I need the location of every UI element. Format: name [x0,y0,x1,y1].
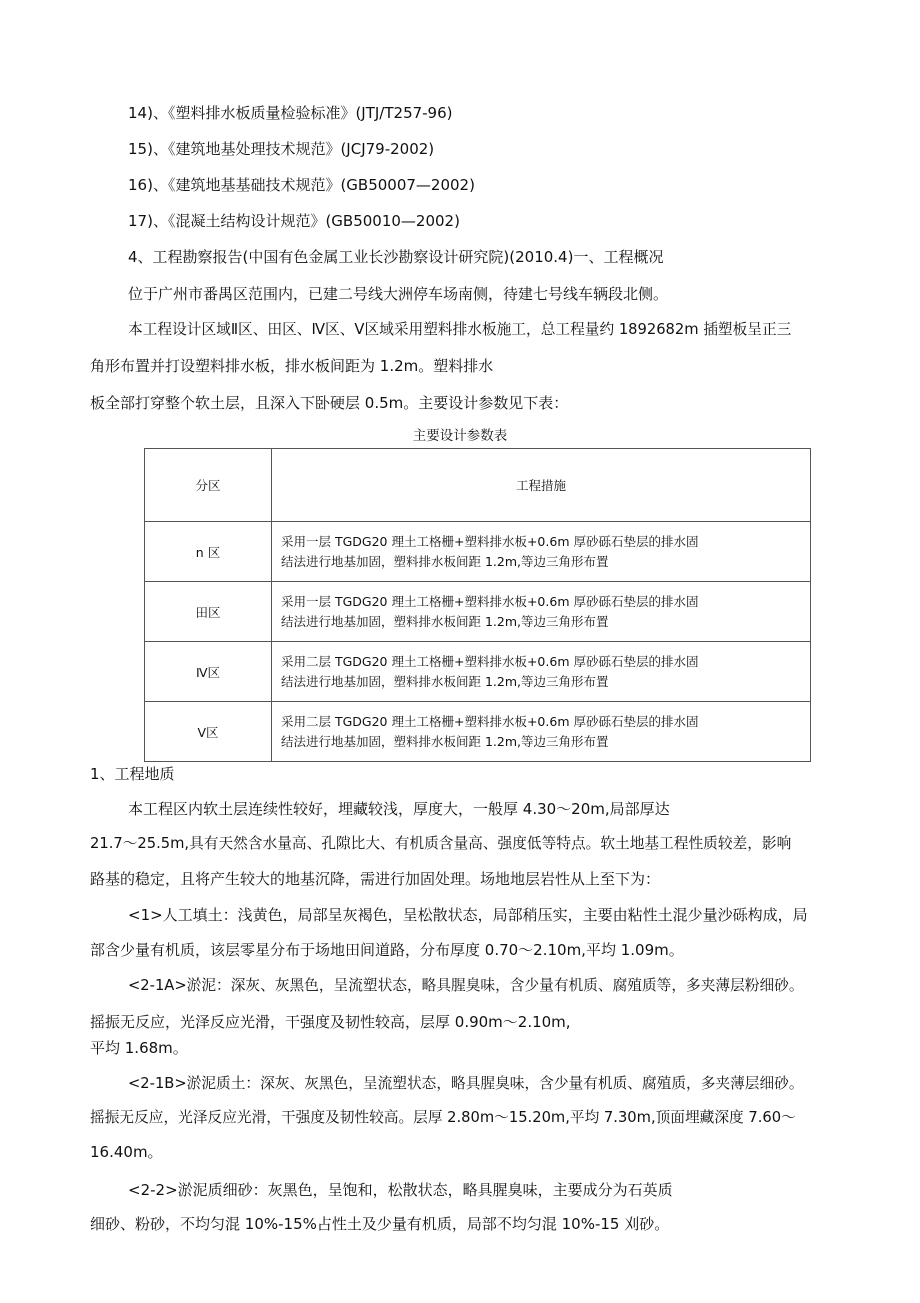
measure-text: 结法进行地基加固，塑料排水板间距 1.2m,等边三角形布置 [281,733,609,749]
geology-paragraph-line: 摇振无反应，光泽反应光滑，干强度及韧性较高。层厚 2.80m～15.20m,平均 7.30m,顶面埋藏深度 7.60～ [90,1109,796,1126]
survey-report-line: 4、工程勘察报告(中国有色金属工业长沙勘察设计研究院)(2010.4)一、工程概况 [128,248,664,266]
section-heading: 1、工程地质 [90,765,175,783]
geology-paragraph-line: 细砂、粉砂，不均匀混 10%-15%占性土及少量有机质，局部不均匀混 10%-15 刈砂。 [90,1215,670,1233]
measure-text: 采用一层 TGDG20 理土工格栅+塑料排水板+0.6m 厚砂砾石垫层的排水固 [281,533,699,549]
reference-item: 14)、《塑料排水板质量检验标准》(JTJ/T257-96) [128,104,453,122]
reference-item: 17)、《混凝土结构设计规范》(GB50010—2002) [128,212,460,230]
zone-cell: Ⅴ区 [145,702,272,762]
measure-cell [272,522,811,582]
zone-cell: 田区 [145,582,272,642]
geology-paragraph-line: 摇振无反应，光泽反应光滑，干强度及韧性较高，层厚 0.90m～2.10m, [90,1013,571,1031]
header-measure: 工程措施 [272,449,811,522]
design-paragraph-line: 板全部打穿整个软土层，且深入下卧硬层 0.5m。主要设计参数见下表： [90,394,569,412]
geology-paragraph-line: 平均 1.68m。 [90,1039,188,1057]
table-header-row [145,449,811,522]
geology-paragraph-line: <1>人工填土：浅黄色，局部呈灰褐色，呈松散状态，局部稍压实，主要由粘性土混少量沙砾构成，局 [128,906,808,924]
measure-text: 结法进行地基加固，塑料排水板间距 1.2m,等边三角形布置 [281,553,609,569]
geology-paragraph-line: <2-1A>淤泥：深灰、灰黑色，呈流塑状态，略具腥臭味，含少量有机质、腐殖质等，多夹薄层粉细砂。 [128,977,804,994]
design-parameters-table [144,448,811,762]
measure-cell [272,642,811,702]
geology-paragraph-line: 路基的稳定，且将产生较大的地基沉降，需进行加固处理。场地地层岩性从上至下为： [90,870,661,888]
geology-paragraph-line: 21.7～25.5m,具有天然含水量高、孔隙比大、有机质含量高、强度低等特点。软土地基工程性质较差，影响 [90,835,792,852]
geology-paragraph-line: 本工程区内软土层连续性较好，埋藏较浅，厚度大，一般厚 4.30～20m,局部厚达 [128,800,670,818]
table-row [145,522,811,582]
location-line: 位于广州市番禺区范围内，已建二号线大洲停车场南侧，待建七号线车辆段北侧。 [128,285,669,303]
measure-text: 采用二层 TGDG20 理土工格栅+塑料排水板+0.6m 厚砂砾石垫层的排水固 [281,713,699,729]
geology-paragraph-line: <2-1B>淤泥质土：深灰、灰黑色，呈流塑状态，略具腥臭味，含少量有机质、腐殖质，多夹薄层细砂。 [128,1075,804,1092]
table-row [145,642,811,702]
zone-cell: n 区 [145,522,272,582]
measure-text: 结法进行地基加固，塑料排水板间距 1.2m,等边三角形布置 [281,673,609,689]
table-caption: 主要设计参数表 [412,428,508,444]
measure-cell [272,582,811,642]
geology-paragraph-line: <2-2>淤泥质细砂：灰黑色，呈饱和，松散状态，略具腥臭味，主要成分为石英质 [128,1181,673,1199]
table-row [145,582,811,642]
measure-text: 采用二层 TGDG20 理土工格栅+塑料排水板+0.6m 厚砂砾石垫层的排水固 [281,653,699,669]
reference-item: 15)、《建筑地基处理技术规范》(JCJ79-2002) [128,140,435,158]
reference-item: 16)、《建筑地基基础技术规范》(GB50007—2002) [128,176,475,194]
geology-paragraph-line: 部含少量有机质，该层零星分布于场地田间道路，分布厚度 0.70～2.10m,平均 1.09m。 [90,941,684,959]
design-paragraph-line: 本工程设计区域Ⅱ区、田区、Ⅳ区、Ⅴ区域采用塑料排水板施工，总工程量约 1892682m 插塑板呈正三 [128,321,792,338]
measure-text: 采用一层 TGDG20 理土工格栅+塑料排水板+0.6m 厚砂砾石垫层的排水固 [281,593,699,609]
header-zone: 分区 [145,449,272,522]
design-paragraph-line: 角形布置并打设塑料排水板，排水板间距为 1.2m。塑料排水 [90,357,494,375]
measure-cell [272,702,811,762]
measure-text: 结法进行地基加固，塑料排水板间距 1.2m,等边三角形布置 [281,613,609,629]
zone-cell: Ⅳ区 [145,642,272,702]
table-row [145,702,811,762]
geology-paragraph-line: 16.40m。 [90,1143,163,1161]
